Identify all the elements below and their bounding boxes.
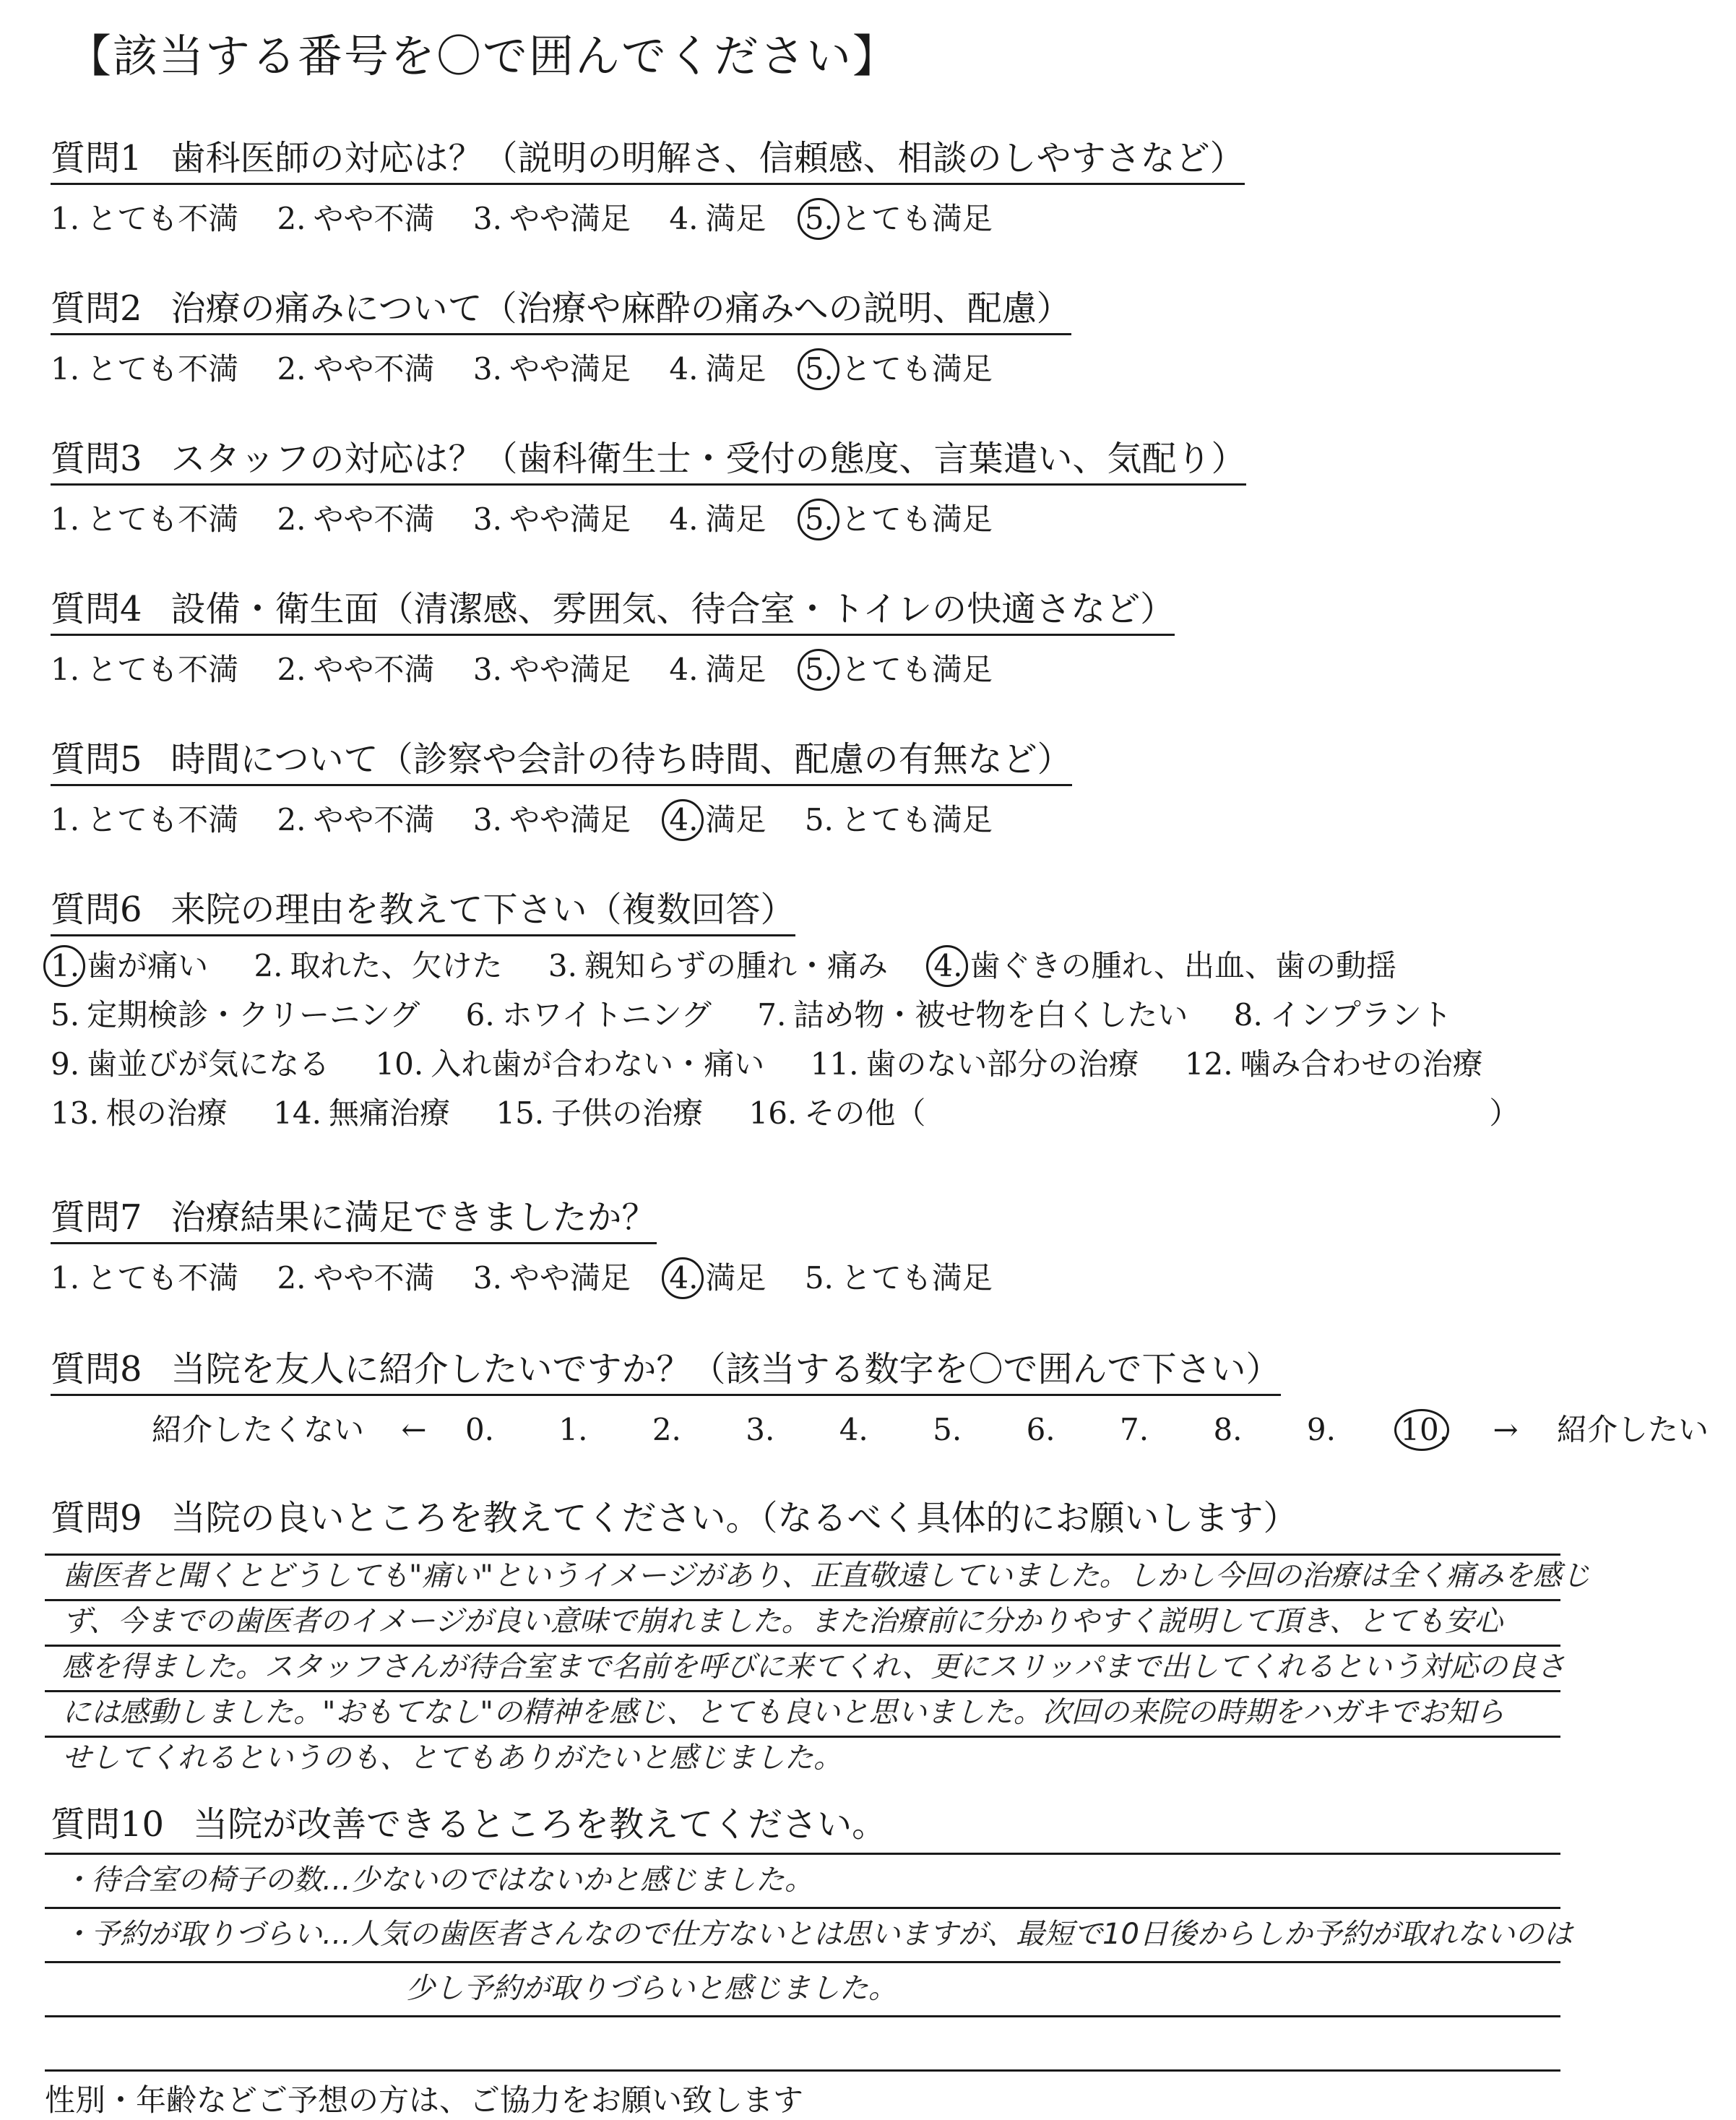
option-number: 1. [51, 201, 80, 236]
option-number: 4. [669, 501, 699, 537]
option-number: 2. [277, 201, 306, 236]
question-number: 質問8 [51, 1349, 142, 1389]
options-row [51, 195, 1245, 238]
option-number: 1. [51, 351, 80, 387]
option-number: 1. [51, 652, 80, 687]
option-label: やや満足 [509, 201, 631, 236]
scale-6[interactable] [1027, 1412, 1083, 1447]
option-1[interactable] [51, 496, 238, 539]
option-number: 4. [669, 652, 699, 687]
option-label: やや不満 [313, 351, 435, 387]
option-label: やや満足 [509, 802, 631, 837]
option-2[interactable] [277, 195, 434, 238]
answer-line [45, 2017, 1560, 2072]
reason-2[interactable] [254, 942, 502, 986]
left-arrow-icon: ← [401, 1412, 427, 1447]
option-label: やや不満 [313, 201, 435, 236]
question-4 [51, 581, 1175, 689]
scale-4[interactable] [839, 1412, 896, 1447]
footer-note: 性別・年齢などご予想の方は、ご協力をお願い致します [45, 2082, 804, 2118]
option-number: 2. [277, 652, 306, 687]
question-text: スタッフの対応は？（歯科衛生士・受付の態度、言葉遣い、気配り） [170, 439, 1246, 479]
question-text: 治療結果に満足できましたか？ [170, 1197, 657, 1238]
question-text: 設備・衛生面（清潔感、雰囲気、待合室・トイレの快適さなど） [170, 589, 1175, 629]
option-4-selected[interactable] [669, 1254, 766, 1298]
reason-10[interactable] [375, 1040, 764, 1084]
option-number: 13. [51, 1095, 99, 1131]
option-2[interactable] [277, 646, 434, 689]
recommend-scale [51, 1406, 1736, 1449]
scale-right-label: 紹介したい [1557, 1412, 1709, 1447]
reason-15[interactable] [496, 1090, 703, 1133]
option-label: やや不満 [313, 802, 435, 837]
option-3[interactable] [473, 646, 631, 689]
option-label: 満足 [705, 351, 766, 387]
option-4-selected[interactable] [669, 796, 766, 840]
option-number: 1. [51, 948, 80, 983]
option-label: 満足 [705, 501, 766, 537]
scale-number: 9. [1306, 1412, 1336, 1447]
option-number: 4. [669, 201, 699, 236]
scale-3[interactable] [746, 1412, 802, 1447]
q6-row-4 [51, 1090, 1555, 1133]
option-number: 3. [548, 948, 577, 983]
option-1[interactable] [51, 646, 238, 689]
question-number: 質問1 [51, 138, 142, 178]
option-label: 歯が痛い [87, 948, 209, 983]
option-label: とても不満 [87, 501, 239, 537]
question-text: 当院の良いところを教えてください。（なるべく具体的にお願いします） [170, 1498, 1298, 1538]
scale-number: 4. [839, 1412, 868, 1447]
question-8 [51, 1341, 1736, 1449]
option-number: 3. [472, 201, 502, 236]
option-number: 1. [51, 802, 80, 837]
option-label: 詰め物・被せ物を白くしたい [793, 997, 1188, 1033]
option-5-selected[interactable] [805, 496, 993, 539]
options-row [51, 1254, 1022, 1298]
answer-line: 少し予約が取りづらいと感じました。 [45, 1963, 1560, 2017]
option-3[interactable] [473, 496, 631, 539]
q10-answer-area[interactable] [45, 1853, 1573, 2072]
option-label: ホワイトニング [501, 997, 712, 1033]
reason-1-selected[interactable] [51, 942, 208, 986]
option-1[interactable] [51, 345, 238, 389]
question-text: 当院を友人に紹介したいですか？（該当する数字を〇で囲んで下さい） [170, 1349, 1281, 1389]
option-label: 歯並びが気になる [87, 1046, 330, 1082]
scale-number: 6. [1026, 1412, 1055, 1447]
reason-7[interactable] [757, 991, 1188, 1035]
option-3[interactable] [473, 1254, 631, 1298]
option-3[interactable] [473, 345, 631, 389]
option-label: やや不満 [313, 501, 435, 537]
option-number: 4. [933, 948, 963, 983]
scale-number: 0. [465, 1412, 495, 1447]
reason-16-other[interactable] [749, 1090, 1520, 1133]
question-number: 質問2 [51, 288, 142, 329]
page-header: 【該当する番号を〇で囲んでください】 [66, 30, 899, 82]
option-5[interactable] [805, 1254, 993, 1298]
option-number: 5. [804, 652, 834, 687]
question-text: 来院の理由を教えて下さい（複数回答） [170, 889, 795, 930]
option-2[interactable] [277, 496, 434, 539]
option-number: 2. [277, 1260, 306, 1296]
option-label: 満足 [705, 201, 766, 236]
q6-row-3 [51, 1040, 1555, 1084]
answer-line: せしてくれるというのも、とてもありがたいと感じました。 [62, 1741, 842, 1775]
question-text: 当院が改善できるところを教えてください。 [193, 1804, 887, 1845]
answer-line: ・予約が取りづらい…人気の歯医者さんなので仕方ないとは思いますが、最短で10日後からしか予約が取れないのは [45, 1909, 1560, 1963]
scale-1[interactable] [558, 1412, 615, 1447]
options-row [51, 345, 1071, 389]
question-4-title [51, 581, 1175, 636]
option-number: 2. [277, 501, 306, 537]
option-number: 5. [804, 1260, 834, 1296]
scale-number: 3. [746, 1412, 775, 1447]
q9-answer-area[interactable] [45, 1554, 1591, 1781]
answer-line: ず、今までの歯医者のイメージが良い意味で崩れました。また治療前に分かりやすく説明して頂き、とても安心 [45, 1601, 1560, 1647]
question-9 [51, 1490, 1298, 1543]
reason-5[interactable] [51, 991, 420, 1035]
option-number: 9. [51, 1046, 80, 1082]
question-7 [51, 1189, 1022, 1298]
scale-number: 5. [933, 1412, 962, 1447]
option-label: 満足 [705, 802, 766, 837]
option-label: 親知らずの腫れ・痛み [584, 948, 888, 983]
scale-number: 2. [652, 1412, 681, 1447]
option-label: とても満足 [840, 1260, 993, 1296]
option-label: とても不満 [87, 201, 239, 236]
scale-number: 8. [1213, 1412, 1243, 1447]
option-label: インプラント [1269, 997, 1452, 1033]
option-1[interactable] [51, 195, 238, 238]
option-label: 満足 [705, 652, 766, 687]
option-number: 5. [804, 802, 834, 837]
scale-number: 7. [1120, 1412, 1149, 1447]
other-close-paren: ） [1489, 1095, 1520, 1131]
reason-4-selected[interactable] [933, 942, 1396, 986]
question-3-title [51, 431, 1246, 486]
option-number: 11. [810, 1046, 859, 1082]
scale-left-label: 紹介したくない [152, 1412, 365, 1447]
reason-9[interactable] [51, 1040, 329, 1084]
option-label: 定期検診・クリーニング [87, 997, 420, 1033]
option-number: 3. [472, 652, 502, 687]
question-3 [51, 431, 1246, 539]
option-4[interactable] [669, 195, 766, 238]
option-number: 1. [51, 501, 80, 537]
option-label: とても不満 [87, 802, 239, 837]
scale-7[interactable] [1120, 1412, 1176, 1447]
scale-0[interactable] [465, 1412, 522, 1447]
option-number: 1. [51, 1260, 80, 1296]
option-number: 16. [748, 1095, 798, 1131]
option-label: 取れた、欠けた [290, 948, 503, 983]
option-label: やや不満 [313, 652, 435, 687]
option-label: やや満足 [509, 501, 631, 537]
option-number: 2. [277, 351, 306, 387]
reason-12[interactable] [1185, 1040, 1483, 1084]
question-5-title [51, 731, 1072, 786]
question-9-title [51, 1490, 1298, 1543]
options-row [51, 496, 1246, 539]
option-number: 7. [757, 997, 787, 1033]
option-label: 歯ぐきの腫れ、出血、歯の動揺 [970, 948, 1396, 983]
option-label: とても満足 [840, 802, 993, 837]
answer-line: ・待合室の椅子の数…少ないのではないかと感じました。 [45, 1853, 1560, 1909]
option-number: 4. [669, 351, 699, 387]
option-label: 無痛治療 [328, 1095, 450, 1131]
option-label: とても満足 [840, 201, 993, 236]
option-label: その他（ [804, 1095, 926, 1131]
option-label: 噛み合わせの治療 [1240, 1046, 1483, 1082]
question-number: 質問10 [51, 1804, 165, 1845]
question-text: 時間について（診察や会計の待ち時間、配慮の有無など） [170, 739, 1072, 780]
answer-line: には感動しました。"おもてなし"の精神を感じ、とても良いと思いました。次回の来院の時期をハガキでお知ら [45, 1692, 1560, 1738]
option-label: 子供の治療 [551, 1095, 704, 1131]
option-4[interactable] [669, 646, 766, 689]
option-number: 3. [472, 501, 502, 537]
question-2-title [51, 280, 1071, 335]
option-number: 12. [1184, 1046, 1233, 1082]
option-number: 2. [277, 802, 306, 837]
reason-13[interactable] [51, 1090, 228, 1133]
option-number: 8. [1233, 997, 1263, 1033]
scale-number: 1. [558, 1412, 588, 1447]
reason-11[interactable] [811, 1040, 1139, 1084]
option-number: 5. [804, 351, 834, 387]
option-3[interactable] [473, 796, 631, 840]
option-2[interactable] [277, 345, 434, 389]
option-5-selected[interactable] [805, 345, 993, 389]
option-label: やや満足 [509, 652, 631, 687]
question-6-title [51, 882, 795, 936]
q6-row-2 [51, 991, 1555, 1035]
option-number: 5. [804, 501, 834, 537]
option-label: やや満足 [509, 1260, 631, 1296]
question-number: 質問5 [51, 739, 142, 780]
option-number: 2. [254, 948, 283, 983]
right-arrow-icon: → [1493, 1412, 1519, 1447]
option-1[interactable] [51, 1254, 238, 1298]
option-label: とても不満 [87, 652, 239, 687]
option-number: 15. [496, 1095, 545, 1131]
option-label: 入れ歯が合わない・痛い [431, 1046, 765, 1082]
question-7-title [51, 1189, 657, 1244]
option-label: 歯のない部分の治療 [865, 1046, 1139, 1082]
option-5[interactable] [805, 796, 993, 840]
option-label: とても満足 [840, 351, 993, 387]
option-label: 満足 [705, 1260, 766, 1296]
option-number: 3. [472, 351, 502, 387]
option-label: とても満足 [840, 501, 993, 537]
option-label: とても満足 [840, 652, 993, 687]
option-label: とても不満 [87, 351, 239, 387]
option-label: 根の治療 [105, 1095, 228, 1131]
option-label: やや満足 [509, 351, 631, 387]
scale-9[interactable] [1307, 1412, 1363, 1447]
question-5 [51, 731, 1072, 840]
option-4[interactable] [669, 345, 766, 389]
reason-8[interactable] [1234, 991, 1452, 1035]
scale-2[interactable] [652, 1412, 709, 1447]
option-number: 3. [472, 802, 502, 837]
question-10 [51, 1796, 886, 1849]
option-number: 6. [465, 997, 495, 1033]
question-1 [51, 130, 1245, 238]
q6-row-1 [51, 942, 1555, 986]
option-4[interactable] [669, 496, 766, 539]
question-number: 質問6 [51, 889, 142, 930]
answer-line: 感を得ました。スタッフさんが待合室まで名前を呼びに来てくれ、更にスリッパまで出してくれるという対応の良さ [45, 1647, 1560, 1692]
reason-3[interactable] [548, 942, 888, 986]
scale-number: 10. [1400, 1412, 1449, 1447]
option-label: とても不満 [87, 1260, 239, 1296]
option-3[interactable] [473, 195, 631, 238]
question-number: 質問7 [51, 1197, 142, 1238]
question-2 [51, 280, 1071, 389]
reason-14[interactable] [273, 1090, 450, 1133]
question-6 [51, 882, 1555, 1133]
option-number: 5. [51, 997, 80, 1033]
option-number: 3. [472, 1260, 502, 1296]
options-row [51, 796, 1072, 840]
question-10-title [51, 1796, 886, 1849]
question-text: 歯科医師の対応は？（説明の明解さ、信頼感、相談のしやすさなど） [170, 138, 1245, 178]
option-number: 4. [669, 802, 699, 837]
answer-line: 歯医者と聞くとどうしても"痛い"というイメージがあり、正直敬遠していました。しかし今回の治療は全く痛みを感じ [45, 1554, 1560, 1601]
option-label: やや不満 [313, 1260, 435, 1296]
question-number: 質問4 [51, 589, 142, 629]
reason-6[interactable] [466, 991, 712, 1035]
scale-10-selected[interactable] [1400, 1412, 1456, 1447]
options-row [51, 646, 1175, 689]
option-2[interactable] [277, 796, 434, 840]
option-2[interactable] [277, 1254, 434, 1298]
question-text: 治療の痛みについて（治療や麻酔の痛みへの説明、配慮） [170, 288, 1071, 329]
option-number: 10. [375, 1046, 424, 1082]
scale-5[interactable] [933, 1412, 989, 1447]
option-number: 5. [804, 201, 834, 236]
scale-8[interactable] [1213, 1412, 1269, 1447]
option-5-selected[interactable] [805, 646, 993, 689]
question-number: 質問3 [51, 439, 142, 479]
option-number: 4. [669, 1260, 699, 1296]
option-5-selected[interactable] [805, 195, 993, 238]
option-1[interactable] [51, 796, 238, 840]
question-8-title [51, 1341, 1281, 1396]
question-number: 質問9 [51, 1498, 142, 1538]
option-number: 14. [273, 1095, 321, 1131]
question-1-title [51, 130, 1245, 185]
